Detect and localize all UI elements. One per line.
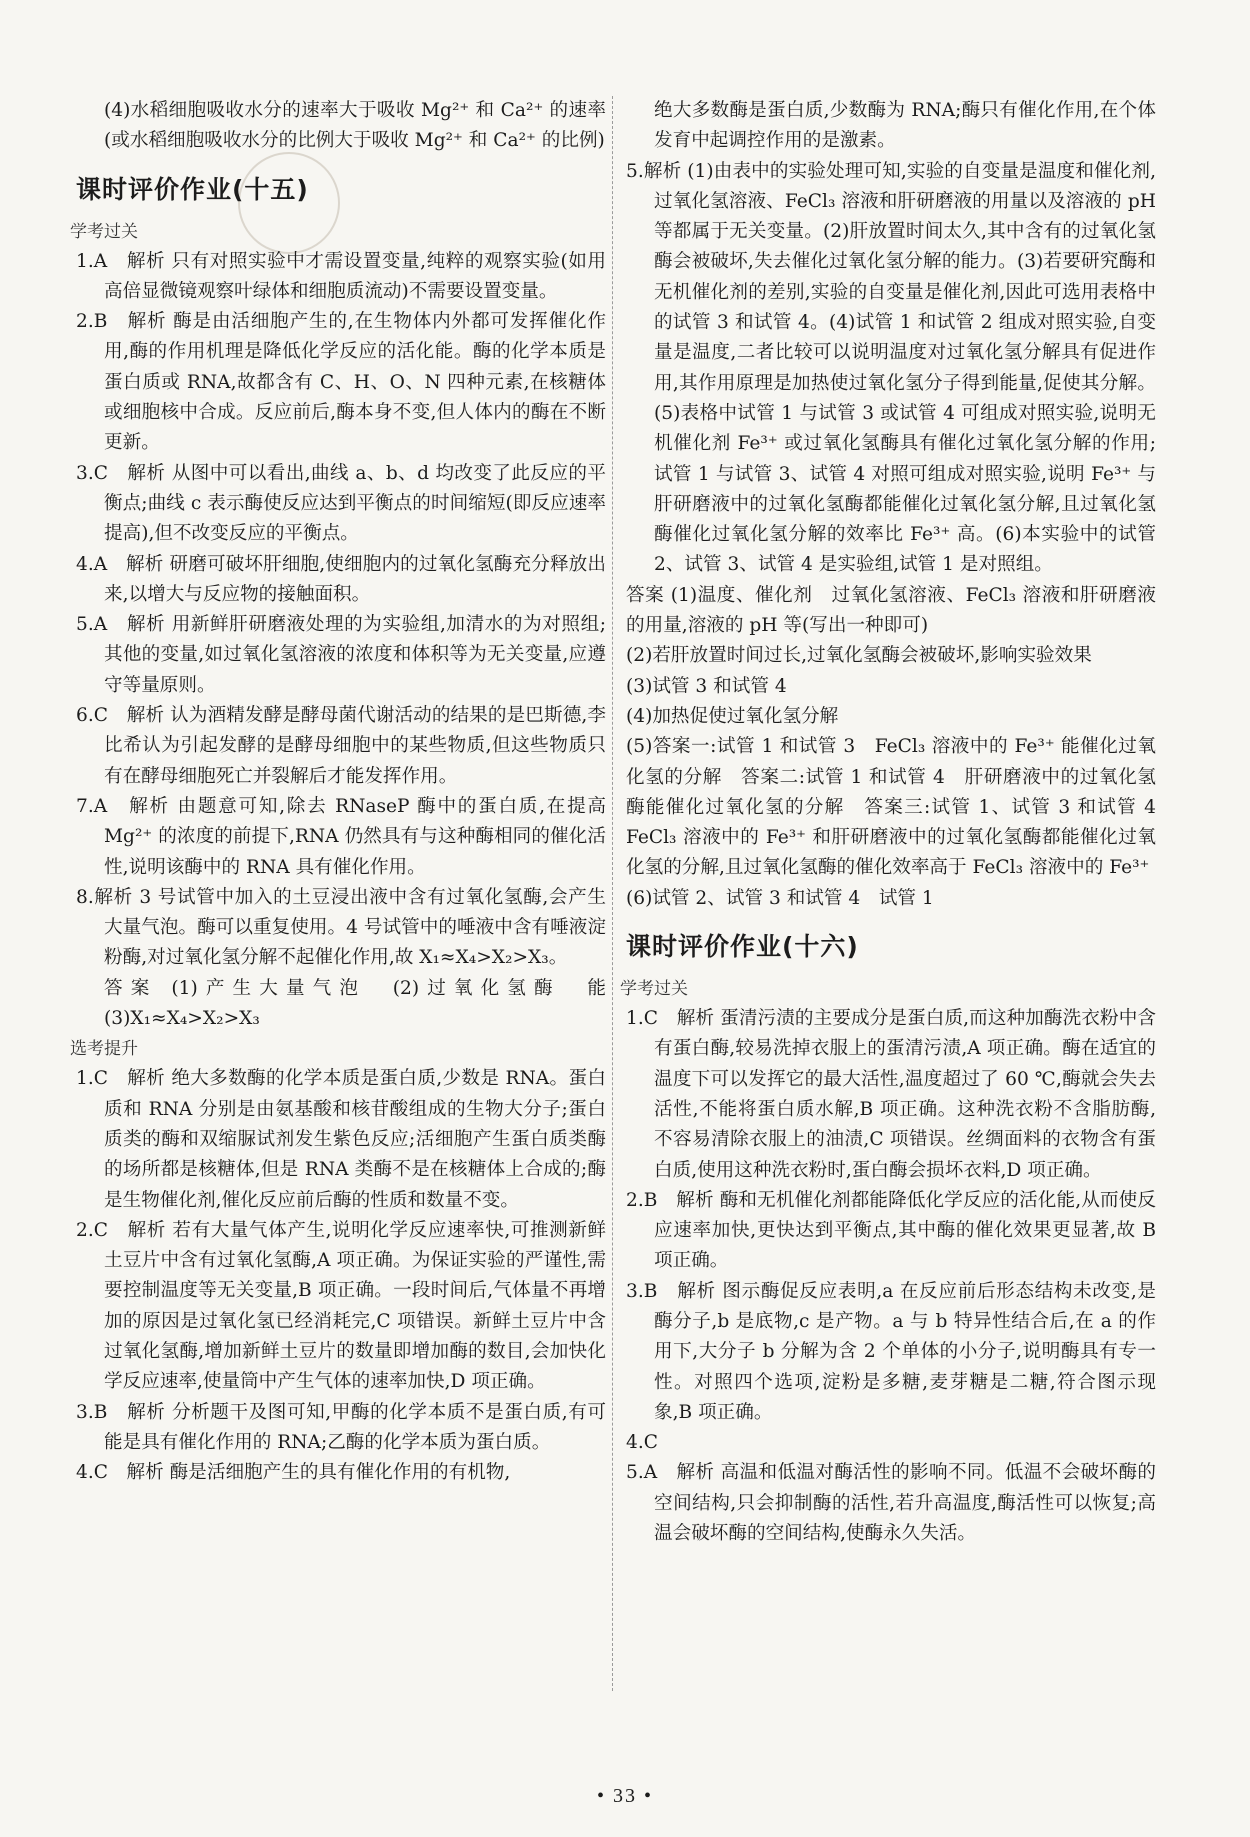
answer-item: 4.C — [626, 1432, 658, 1454]
answer-item: 1.C 解析 绝大多数酶的化学本质是蛋白质,少数是 RNA。蛋白质和 RNA 分别是由氨基酸和核苷酸组成的生物大分子;蛋白质类的酶和双缩脲试剂发生紫色反应;活细胞产生蛋白质类酶的场所都是核糖体,但是 RNA 类酶不是在核糖体上合成的;酶是生物催化剂,催化反应前后酶的性质和数量不变。 — [76, 1068, 606, 1211]
answer-continuation: 绝大多数酶是蛋白质,少数酶为 RNA;酶只有催化作用,在个体发育中起调控作用的是激素。 — [654, 100, 1156, 152]
answer-key: (5)答案一:试管 1 和试管 3 FeCl₃ 溶液中的 Fe³⁺ 能催化过氧化氢的分解 答案二:试管 1 和试管 4 肝研磨液中的过氧化氢酶能催化过氧化氢的分解 答案三:试管 1、试管 3 和试管 4 FeCl₃ 溶液中的 Fe³⁺ 和肝研磨液中的过氧化氢酶都能催化过氧化氢的分解,且过氧化氢酶的催化效率高于 FeCl₃ 溶液中的 Fe³⁺ — [626, 736, 1175, 879]
answer-key: (2)若肝放置时间过长,过氧化氢酶会被破坏,影响实验效果 — [626, 645, 1092, 667]
answer-item: 7.A 解析 由题意可知,除去 RNaseP 酶中的蛋白质,在提高 Mg²⁺ 的浓度的前提下,RNA 仍然具有与这种酶相同的催化活性,说明该酶中的 RNA 具有催化作用。 — [76, 795, 606, 878]
section-title: 课时评价作业(十五) — [76, 174, 309, 204]
answer-item: 4.A 解析 研磨可破坏肝细胞,使细胞内的过氧化氢酶充分释放出来,以增大与反应物的接触面积。 — [76, 553, 606, 605]
subsection-heading: 学考过关 — [620, 979, 688, 1000]
answer-key: (6)试管 2、试管 3 和试管 4 试管 1 — [626, 887, 934, 909]
answer-item: 2.C 解析 若有大量气体产生,说明化学反应速率快,可推测新鲜土豆片中含有过氧化氢酶,A 项正确。为保证实验的严谨性,需要控制温度等无关变量,B 项正确。一段时间后,气体量不再增加的原因是过氧化氢已经消耗完,C 项错误。新鲜土豆片中含过氧化氢酶,增加新鲜土豆片的数量即增加酶的数目,会加快化学反应速率,使量筒中产生气体的速率加快,D 项正确。 — [76, 1219, 606, 1393]
answer-item: 2.B 解析 酶是由活细胞产生的,在生物体内外都可发挥催化作用,酶的作用机理是降低化学反应的活化能。酶的化学本质是蛋白质或 RNA,故都含有 C、H、O、N 四种元素,在核糖体或细胞核中合成。反应前后,酶本身不变,但人体内的酶在不断更新。 — [76, 311, 606, 454]
answer-item: 3.C 解析 从图中可以看出,曲线 a、b、d 均改变了此反应的平衡点;曲线 c 表示酶使反应达到平衡点的时间缩短(即反应速率提高),但不改变反应的平衡点。 — [76, 462, 606, 545]
answer-item: 4.C 解析 酶是活细胞产生的具有催化作用的有机物, — [76, 1462, 511, 1484]
page-number: • 33 • — [596, 1785, 653, 1807]
answer-key: (4)加热促使过氧化氢分解 — [626, 705, 839, 727]
answer-item: 5.解析 (1)由表中的实验处理可知,实验的自变量是温度和催化剂,过氧化氢溶液、FeCl₃ 溶液和肝研磨液的用量以及溶液的 pH 等都属于无关变量。(2)肝放置时间太久,其中含有的过氧化氢酶会被破坏,失去催化过氧化氢分解的能力。(3)若要研究酶和无机催化剂的差别,实验的自变量是催化剂,因此可选用表格中的试管 3 和试管 4。(4)试管 1 和试管 2 组成对照实验,自变量是温度,二者比较可以说明温度对过氧化氢分解具有促进作用,其作用原理是加热使过氧化氢分子得到能量,促使其分解。(5)表格中试管 1 与试管 3 或试管 4 可组成对照实验,说明无机催化剂 Fe³⁺ 或过氧化氢酶具有催化过氧化氢分解的作用;试管 1 与试管 3、试管 4 对照可组成对照实验,说明 Fe³⁺ 与肝研磨液中的过氧化氢酶都能催化过氧化氢分解,且过氧化氢酶催化过氧化氢分解的效率比 Fe³⁺ 高。(6)本实验中的试管 2、试管 3、试管 4 是实验组,试管 1 是对照组。 — [626, 160, 1156, 576]
answer-item: 2.B 解析 酶和无机催化剂都能降低化学反应的活化能,从而使反应速率加快,更快达到平衡点,其中酶的催化效果更显著,故 B 项正确。 — [626, 1189, 1156, 1272]
answer-item: 3.B 解析 图示酶促反应表明,a 在反应前后形态结构未改变,是酶分子,b 是底物,c 是产物。a 与 b 特异性结合后,在 a 的作用下,大分子 b 分解为含 2 个单体的小分子,说明酶具有专一性。对照四个选项,淀粉是多糖,麦芽糖是二糖,符合图示现象,B 项正确。 — [626, 1280, 1156, 1423]
answer-item: 5.A 解析 用新鲜肝研磨液处理的为实验组,加清水的为对照组;其他的变量,如过氧化氢溶液的浓度和体积等为无关变量,应遵守等量原则。 — [76, 614, 606, 696]
answer-key: (3)试管 3 和试管 4 — [626, 675, 787, 697]
answer-item: 3.B 解析 分析题干及图可知,甲酶的化学本质不是蛋白质,有可能是具有催化作用的 RNA;乙酶的化学本质为蛋白质。 — [76, 1401, 606, 1453]
answer-paragraph: (4)水稻细胞吸收水分的速率大于吸收 Mg²⁺ 和 Ca²⁺ 的速率(或水稻细胞吸收水分的比例大于吸收 Mg²⁺ 和 Ca²⁺ 的比例) — [104, 100, 606, 152]
column-divider — [612, 96, 613, 1691]
answer-item: 6.C 解析 认为酒精发酵是酵母菌代谢活动的结果的是巴斯德,李比希认为引起发酵的是酵母细胞中的某些物质,但这些物质只有在酵母细胞死亡并裂解后才能发挥作用。 — [76, 705, 606, 787]
answer-item: 1.A 解析 只有对照实验中才需设置变量,纯粹的观察实验(如用高倍显微镜观察叶绿体和细胞质流动)不需要设置变量。 — [76, 250, 606, 302]
answer-key: 答案 (1)温度、催化剂 过氧化氢溶液、FeCl₃ 溶液和肝研磨液的用量,溶液的 pH 等(写出一种即可) — [626, 584, 1156, 637]
subsection-heading: 学考过关 — [70, 221, 138, 242]
left-column — [70, 96, 625, 1488]
section-title: 课时评价作业(十六) — [626, 932, 859, 962]
subsection-heading: 选考提升 — [70, 1039, 138, 1060]
answer-key: 答案 (1)产生大量气泡 (2)过氧化氢酶 能 (3)X₁≈X₄>X₂>X₃ — [104, 977, 625, 1030]
answer-item: 1.C 解析 蛋清污渍的主要成分是蛋白质,而这种加酶洗衣粉中含有蛋白酶,较易洗掉衣服上的蛋清污渍,A 项正确。酶在适宜的温度下可以发挥它的最大活性,温度超过了 60 ℃,酶就会失去活性,不能将蛋白质水解,B 项正确。这种洗衣粉不含脂肪酶,不容易清除衣服上的油渍,C 项错误。丝绸面料的衣物含有蛋白质,使用这种洗衣粉时,蛋白酶会损坏衣料,D 项正确。 — [626, 1008, 1156, 1181]
right-column — [620, 96, 1175, 1549]
answer-item: 8.解析 3 号试管中加入的土豆浸出液中含有过氧化氢酶,会产生大量气泡。酶可以重复使用。4 号试管中的唾液中含有唾液淀粉酶,对过氧化氢分解不起催化作用,故 X₁≈X₄>X₂>X₃。 — [76, 886, 606, 969]
answer-item: 5.A 解析 高温和低温对酶活性的影响不同。低温不会破坏酶的空间结构,只会抑制酶的活性,若升高温度,酶活性可以恢复;高温会破坏酶的空间结构,使酶永久失活。 — [626, 1462, 1156, 1545]
